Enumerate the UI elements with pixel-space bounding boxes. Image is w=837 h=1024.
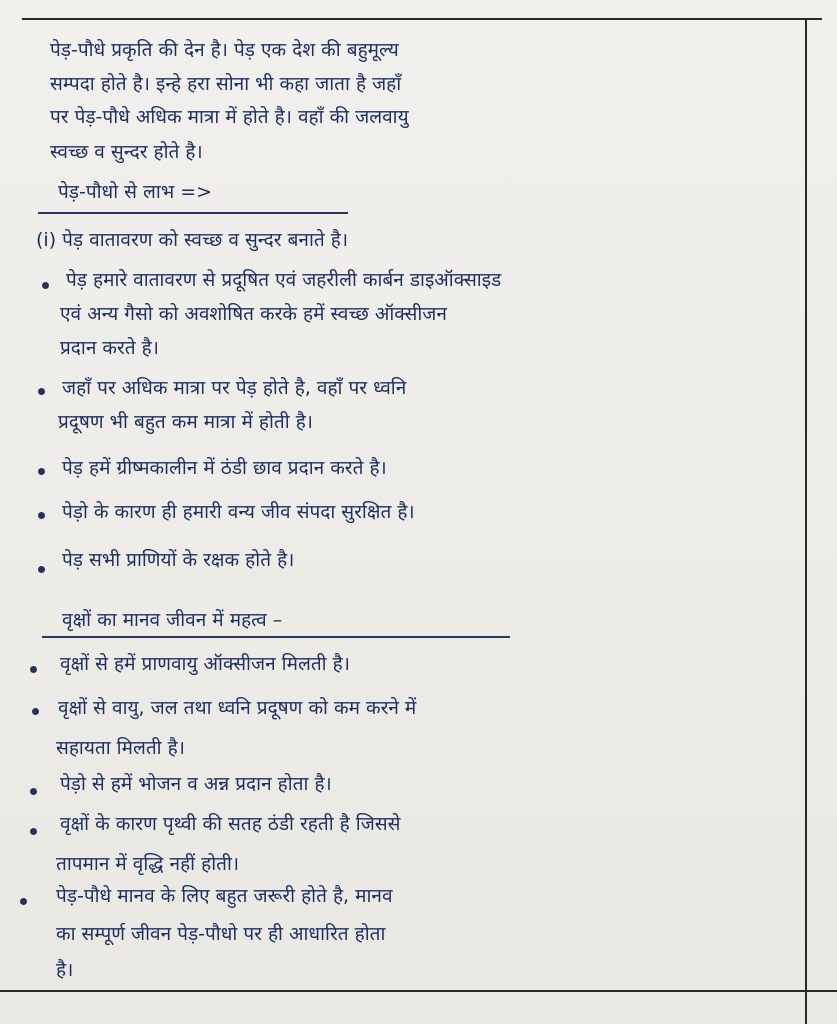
list-item: पेड़ हमारे वातावरण से प्रदूषित एवं जहरीली कार्बन डाइऑक्साइड <box>66 269 502 291</box>
heading-underline <box>42 636 510 638</box>
list-item: पेड़ो से हमें भोजन व अन्न प्रदान होता है। <box>60 773 332 795</box>
list-item: जहाँ पर अधिक मात्रा पर पेड़ होते है, वहाँ पर ध्वनि <box>62 377 407 399</box>
bullet-icon <box>38 388 45 395</box>
list-item: पेड़ हमें ग्रीष्मकालीन में ठंडी छाव प्रदान करते है। <box>62 457 387 479</box>
list-item: वृक्षों के कारण पृथ्वी की सतह ठंडी रहती है जिससे <box>60 813 401 835</box>
bullet-icon <box>30 666 37 673</box>
list-item: वृक्षों से वायु, जल तथा ध्वनि प्रदूषण को कम करने में <box>58 697 417 719</box>
heading-underline <box>38 212 348 214</box>
intro-line: पर पेड़-पौधे अधिक मात्रा में होते है। वहाँ की जलवायु <box>50 106 409 128</box>
intro-line: सम्पदा होते है। इन्हे हरा सोना भी कहा जाता है जहाँ <box>50 73 402 95</box>
list-item-continuation: सहायता मिलती है। <box>56 737 185 759</box>
list-item: वृक्षों से हमें प्राणवायु ऑक्सीजन मिलती है। <box>60 653 350 675</box>
list-item-continuation: का सम्पूर्ण जीवन पेड़-पौधो पर ही आधारित होता <box>56 923 386 945</box>
margin-rule <box>805 18 807 1024</box>
section-heading: वृक्षों का मानव जीवन में महत्व – <box>62 609 283 631</box>
top-rule <box>22 18 822 20</box>
list-item-continuation: तापमान में वृद्धि नहीं होती। <box>56 853 240 875</box>
bullet-icon <box>38 566 45 573</box>
bullet-icon <box>42 282 49 289</box>
bullet-icon <box>30 788 37 795</box>
bullet-icon <box>20 898 27 905</box>
list-item-continuation: प्रदूषण भी बहुत कम मात्रा में होती है। <box>58 411 314 433</box>
intro-line: स्वच्छ व सुन्दर होते है। <box>50 141 203 163</box>
list-item-continuation: प्रदान करते है। <box>60 337 159 359</box>
list-item-continuation: एवं अन्य गैसो को अवशोषित करके हमें स्वच्छ ऑक्सीजन <box>60 303 447 325</box>
bullet-icon <box>32 708 39 715</box>
intro-line: पेड़-पौधे प्रकृति की देन है। पेड़ एक देश की बहुमूल्य <box>50 39 399 61</box>
list-item-continuation: है। <box>56 959 74 981</box>
bullet-icon <box>30 828 37 835</box>
list-item: पेड़-पौधे मानव के लिए बहुत जरूरी होते है, मानव <box>56 885 393 907</box>
list-item: पेड़ सभी प्राणियों के रक्षक होते है। <box>62 549 295 571</box>
list-item: (i) पेड़ वातावरण को स्वच्छ व सुन्दर बनाते है। <box>36 229 349 251</box>
list-item: पेड़ो के कारण ही हमारी वन्य जीव संपदा सुरक्षित है। <box>62 501 415 523</box>
section-heading: पेड़-पौधो से लाभ => <box>58 181 213 203</box>
bullet-icon <box>38 468 45 475</box>
bottom-rule <box>0 990 837 992</box>
bullet-icon <box>38 512 45 519</box>
